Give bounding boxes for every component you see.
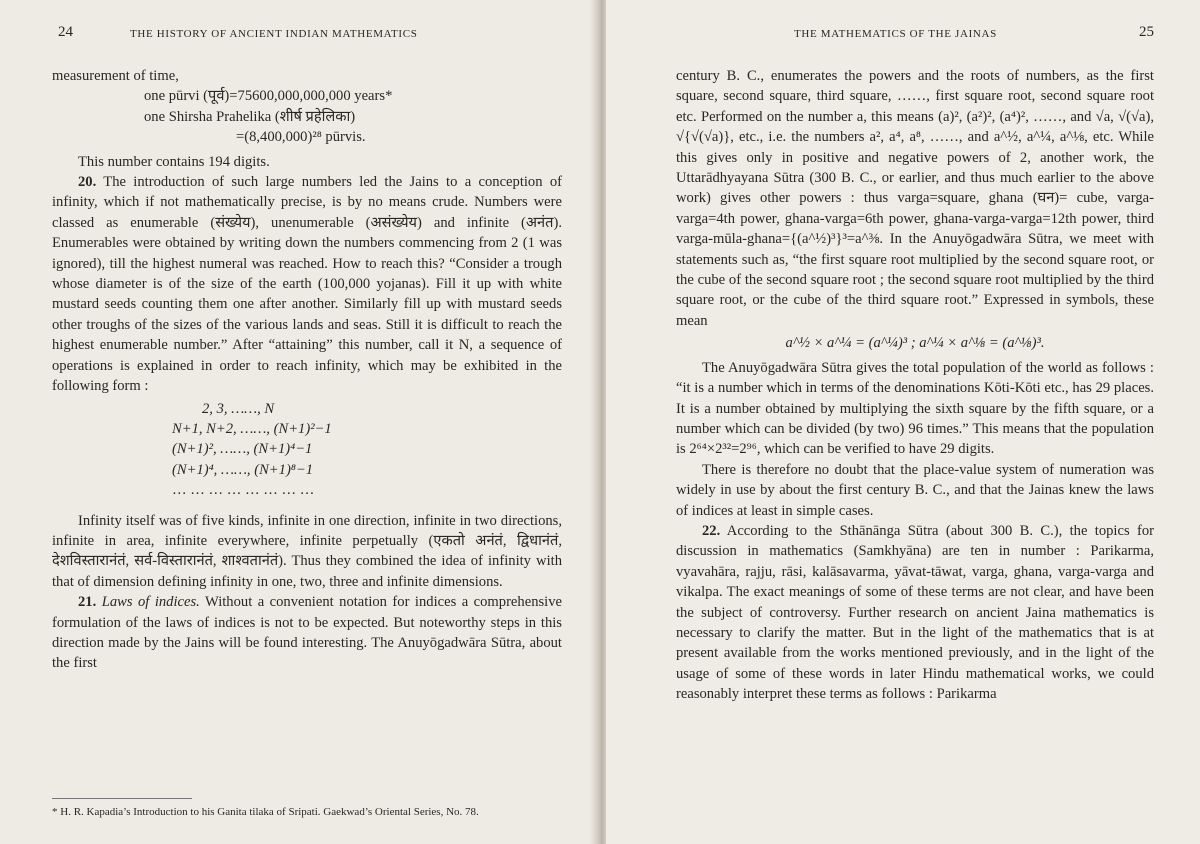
formula-line: 2, 3, ……, N [202, 400, 275, 417]
left-body [52, 66, 562, 674]
line: one pūrvi (पूर्व)=75600,000,000,000 years* [144, 88, 393, 105]
paragraph-20 [52, 172, 562, 396]
section-number: 22. [702, 522, 721, 539]
footnote-rule [52, 798, 192, 799]
paragraph: There is therefore no doubt that the place-value system of numeration was widely in use by about the first century B. C., and that the Jainas knew the laws of indices at least in simple cases. [676, 461, 1154, 519]
right-page-number: 25 [1139, 24, 1154, 40]
line: one Shirsha Prahelika (शीर्ष प्रहेलिका) [144, 108, 356, 125]
left-page-number: 24 [58, 24, 73, 40]
line: This number contains 194 digits. [78, 153, 270, 170]
footnote-text: * H. R. Kapadia’s Introduction to his Ganita tilaka of Sripati. Gaekwad’s Oriental Series, No. 78. [52, 806, 479, 818]
right-running-head [676, 24, 1154, 50]
paragraph-text: The introduction of such large numbers led the Jains to a conception of infinity, which if not mathematically precise, is by no means crude. Numbers were classed as enumerable (संख्येय), unenumerable (असंख्येय) and infinite (अनंत). Enumerables were obtained by writing down the numbers commencing from 2 (1 was ignored), till the highest numeral was reached. How to reach this? “Consider a trough whose diameter is of the size of the earth (100,000 yojanas). Fill it up with white mustard seeds counting them one after another. Similarly fill up with mustard seeds other troughs of the sizes of the various lands and seas. Still it is difficult to reach the highest enumerable number.” After “attaining” this number, call it N, a sequence of operations is explained in order to reach infinity, which may be exhibited in the following form : [52, 174, 562, 395]
paragraph-text: According to the Sthānānga Sūtra (about 300 B. C.), the topics for discussion in mathematics (Samkhyāna) are ten in number : Parikarma, vyavahāra, rajju, rāsi, kalāsavarma, yāvat-tāwat, varga, ghana, varga-varga and vikalpa. The exact meanings of some of these terms are not clear, and have been the subject of controversy. Further research on ancient Jaina mathematics is necessary to clarify the matter. But in the light of the mathematics that is at present available from the works mentioned previously, and in the light of the usage of some of these words in later Hindu mathematical works, we could reasonably interpret these terms as follows : Parikarma [676, 522, 1154, 703]
paragraph-infinity: Infinity itself was of five kinds, infinite in one direction, infinite in two directions, infinite in area, infinite everywhere, infinite perpetually (एकतो अनंतं, द्विधानंतं, देशविस्तारानंतं, सर्व-विस्तारानंतं, शाश्वतानंतं). Thus they combined the idea of infinity with that of dimension defining infinity in one, two, three and infinite dimensions. [52, 512, 562, 590]
section-number: 20. [78, 174, 97, 191]
left-page [0, 0, 598, 844]
infinity-sequence [52, 399, 562, 501]
right-page [606, 0, 1200, 844]
section-title: Laws of indices. [101, 594, 200, 611]
paragraph: The Anuyōgadwāra Sūtra gives the total population of the world as follows : “it is a number which in terms of the denominations Kōti-Kōti etc., has 29 places. It is a number obtained by multiplying the sixth square by the fifth square, or a number which can be divided (by two) 96 times.” This means that the population is 2⁶⁴×2³²=2⁹⁶, which can be verified to have 29 digits. [676, 359, 1154, 458]
left-running-head [52, 24, 562, 50]
paragraph-22 [676, 521, 1154, 705]
footnote [52, 798, 562, 820]
paragraph-21 [52, 592, 562, 674]
line: =(8,400,000)²⁸ pūrvis. [236, 129, 366, 146]
formula-line: … … … … … … … … [172, 482, 315, 499]
line: measurement of time, [52, 68, 179, 84]
paragraph: century B. C., enumerates the powers and the roots of numbers, as the first square, second square, third square, ……, first square root, second square root etc. Performed on the number a, this means (a)², (a²)², (a⁴)², ……, and √a, √(√a), √{√(√a)}, etc., i.e. the numbers a², a⁴, a⁸, ……, and a^½, a^¼, a^⅛, etc. While this gives only in positive and negative powers of 2, another work, the Uttarādhyayana Sūtra (300 B. C., or earlier, and thus much earlier to the above work) gives other powers : thus varga=square, ghana (घन)= cube, varga-varga=4th power, ghana-varga=6th power, ghana-varga-varga=12th power, third varga-mūla-ghana={(a^½)³}³=a^⅜. In the Anuyōgadwāra Sūtra, we meet with statements such as, “the first square root multiplied by the second square root, or the cube of the second square root ; the second square root multiplied by the third square root, or the cube of the third square root.” Expressed in symbols, these mean [676, 68, 1154, 329]
right-body [676, 66, 1154, 705]
formula-line: (N+1)², ……, (N+1)⁴−1 [172, 441, 313, 458]
formula-line: (N+1)⁴, ……, (N+1)⁸−1 [172, 461, 314, 478]
paragraph-text: Without a convenient notation for indices a comprehensive formulation of the laws of indices is not to be expected. But noteworthy steps in this direction made by the Jains will be found interesting. The Anuyōgadwāra Sūtra, about the first [52, 594, 562, 672]
section-number: 21. [78, 594, 97, 611]
left-running-title: THE HISTORY OF ANCIENT INDIAN MATHEMATICS [130, 28, 418, 40]
index-equation: a^½ × a^¼ = (a^¼)³ ; a^¼ × a^⅛ = (a^⅛)³. [785, 335, 1045, 352]
formula-line: N+1, N+2, ……, (N+1)²−1 [172, 420, 332, 437]
right-running-title: THE MATHEMATICS OF THE JAINAS [794, 28, 997, 40]
